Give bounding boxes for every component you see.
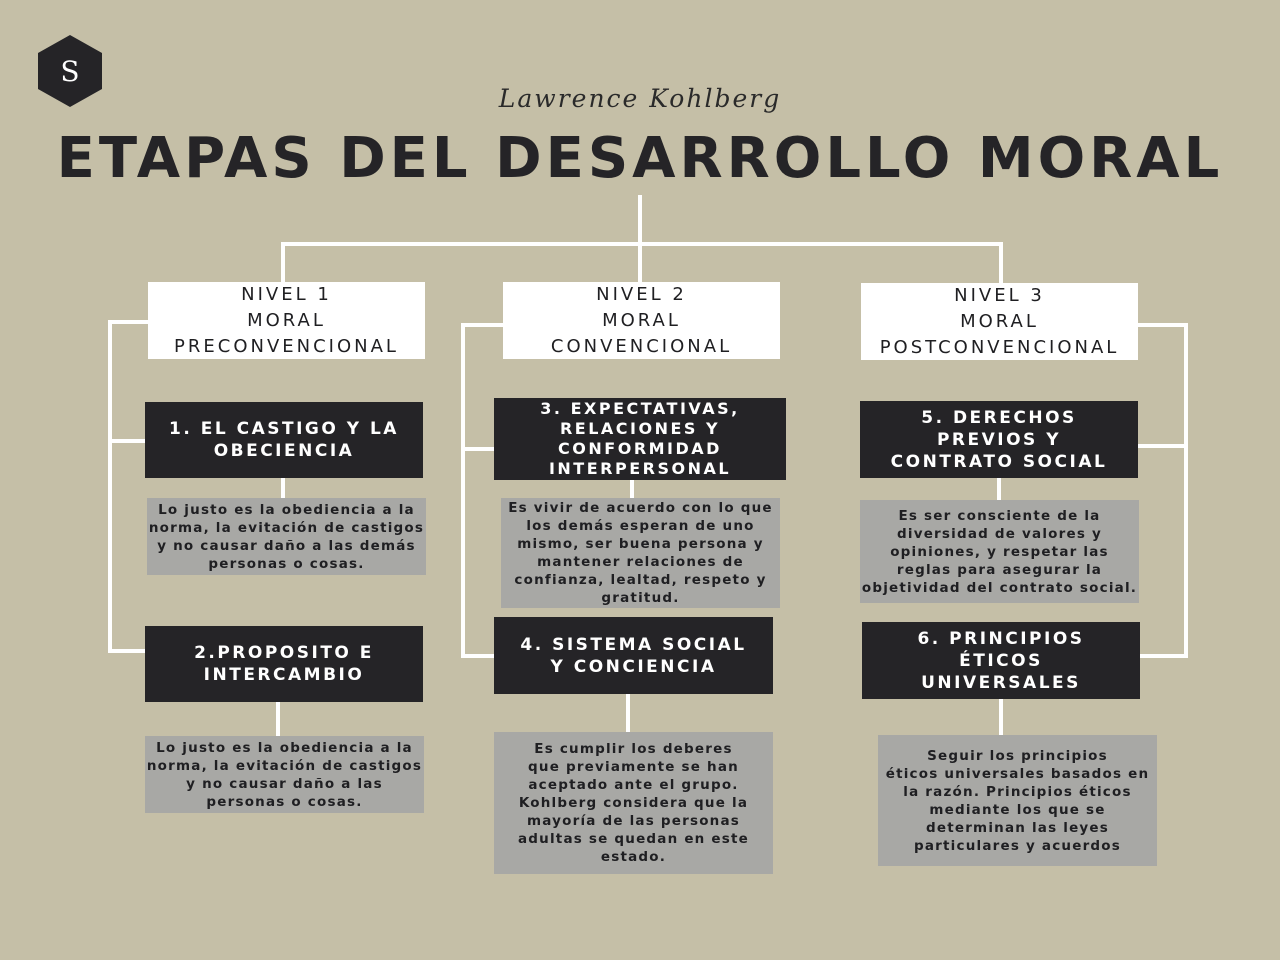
stage-4-line: 4. SISTEMA SOCIAL xyxy=(520,634,747,655)
desc-line: y no causar daño a las demás xyxy=(157,537,416,554)
stage-6-box xyxy=(862,622,1140,699)
stage-6-line: UNIVERSALES xyxy=(921,672,1081,693)
desc-line: personas o cosas. xyxy=(208,555,365,572)
stage-4-description xyxy=(494,732,773,874)
desc-line: y no causar daño a las xyxy=(186,775,383,792)
stage-2-box xyxy=(145,626,423,702)
level-1-box xyxy=(148,282,425,359)
desc-line: Es cumplir los deberes xyxy=(534,741,733,757)
desc-line: objetividad del contrato social. xyxy=(861,579,1138,596)
stage-6-description xyxy=(878,735,1157,866)
desc-line: que previamente se han xyxy=(528,759,739,775)
stage-3-description xyxy=(501,498,780,608)
stage-5-line: CONTRATO SOCIAL xyxy=(890,451,1108,472)
desc-line: confianza, lealtad, respeto y xyxy=(514,572,767,588)
desc-line: norma, la evitación de castigos xyxy=(146,757,423,774)
stage-1-line: 1. EL CASTIGO Y LA xyxy=(169,419,399,439)
level-3-line: NIVEL 3 xyxy=(954,284,1045,306)
level-2-line: NIVEL 2 xyxy=(596,283,687,305)
stage-3-line: RELACIONES Y xyxy=(559,419,721,438)
desc-line: mayoría de las personas xyxy=(526,813,741,829)
desc-line: gratitud. xyxy=(601,590,680,606)
stage-3-line: CONFORMIDAD xyxy=(558,439,722,458)
page-title: ETAPAS DEL DESARROLLO MORAL xyxy=(56,126,1224,191)
level-3-line: POSTCONVENCIONAL xyxy=(879,336,1120,358)
desc-line: mismo, ser buena persona y xyxy=(517,536,764,552)
stage-1-box xyxy=(145,402,423,478)
desc-line: Seguir los principios xyxy=(927,747,1108,764)
desc-line: diversidad de valores y xyxy=(897,525,1102,542)
stage-2-line: 2.PROPOSITO E xyxy=(194,643,374,663)
desc-line: norma, la evitación de castigos xyxy=(148,519,425,536)
stage-2-description xyxy=(145,736,424,813)
stage-5-box xyxy=(860,401,1138,478)
desc-line: reglas para asegurar la xyxy=(896,561,1103,578)
desc-line: particulares y acuerdos xyxy=(913,837,1122,854)
stage-1-description xyxy=(147,498,426,575)
desc-line: mantener relaciones de xyxy=(537,554,744,570)
desc-line: Lo justo es la obediencia a la xyxy=(158,501,415,518)
level-1-line: PRECONVENCIONAL xyxy=(174,335,399,357)
desc-line: estado. xyxy=(600,849,667,865)
stage-3-box xyxy=(494,398,786,480)
level-2-line: CONVENCIONAL xyxy=(550,335,733,357)
desc-line: determinan las leyes xyxy=(925,819,1110,836)
level-1-line: MORAL xyxy=(247,309,326,331)
level-2-box xyxy=(503,282,780,359)
stage-2-line: INTERCAMBIO xyxy=(203,665,365,685)
stage-3-line: INTERPERSONAL xyxy=(548,459,732,478)
stage-6-line: ÉTICOS xyxy=(959,650,1043,671)
desc-line: la razón. Principios éticos xyxy=(903,783,1132,800)
stage-3-line: 3. EXPECTATIVAS, xyxy=(540,399,740,418)
stage-5-line: 5. DERECHOS xyxy=(921,407,1077,428)
level-3-line: MORAL xyxy=(960,310,1039,332)
level-2-line: MORAL xyxy=(602,309,681,331)
level-3-box xyxy=(861,283,1138,360)
desc-line: personas o cosas. xyxy=(206,793,363,810)
desc-line: Lo justo es la obediencia a la xyxy=(156,739,413,756)
level-1-line: NIVEL 1 xyxy=(241,283,332,305)
desc-line: mediante los que se xyxy=(929,801,1106,818)
desc-line: Es vivir de acuerdo con lo que xyxy=(508,500,773,516)
stage-6-line: 6. PRINCIPIOS xyxy=(917,628,1085,649)
stage-5-description xyxy=(860,500,1139,603)
desc-line: aceptado ante el grupo. xyxy=(528,777,739,793)
stage-5-line: PREVIOS Y xyxy=(936,429,1062,450)
desc-line: los demás esperan de uno xyxy=(526,518,755,534)
stage-4-line: Y CONCIENCIA xyxy=(550,656,717,677)
desc-line: adultas se quedan en este xyxy=(518,831,749,847)
desc-line: Kohlberg considera que la xyxy=(518,795,749,811)
logo-letter: S xyxy=(60,54,80,88)
desc-line: Es ser consciente de la xyxy=(898,507,1101,524)
stage-1-line: OBECIENCIA xyxy=(213,441,355,461)
stage-4-box xyxy=(494,617,773,694)
desc-line: éticos universales basados en xyxy=(885,765,1150,782)
author-subtitle: Lawrence Kohlberg xyxy=(498,84,782,113)
desc-line: opiniones, y respetar las xyxy=(890,543,1109,560)
